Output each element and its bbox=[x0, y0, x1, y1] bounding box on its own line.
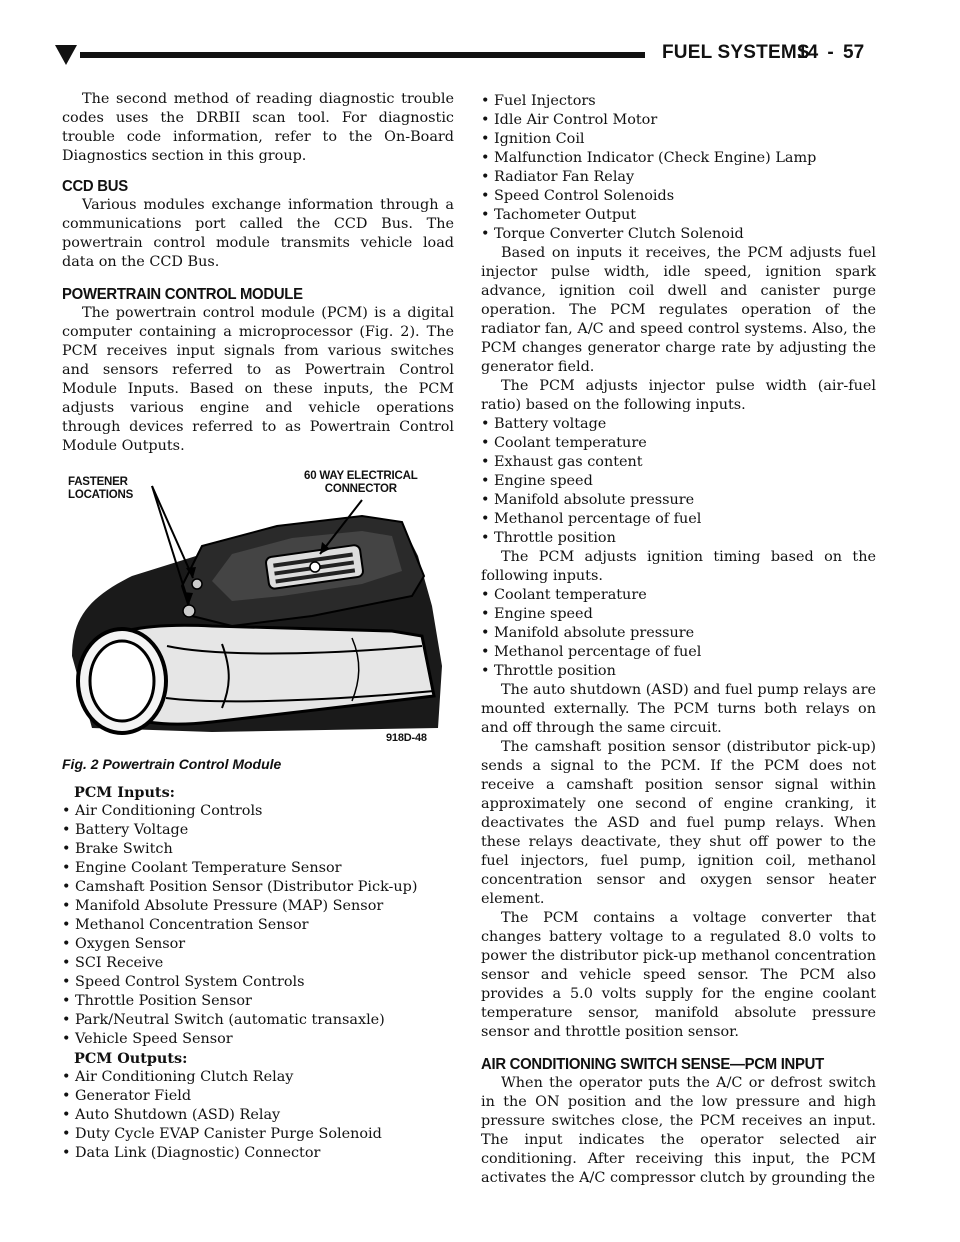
list-item: • Coolant temperature bbox=[481, 587, 647, 603]
ignition-timing-paragraph: The PCM adjusts ignition timing based on the following inputs. bbox=[481, 549, 876, 584]
pcm-illustration bbox=[62, 466, 454, 756]
pcm-outputs-list bbox=[62, 1068, 454, 1163]
list-item: • Auto Shutdown (ASD) Relay bbox=[62, 1107, 281, 1123]
list-item: • SCI Receive bbox=[62, 955, 164, 971]
intro-paragraph: The second method of reading diagnostic trouble codes uses the DRBII scan tool. For diagnostic trouble code information, refer to the On-Board Diagnostics section in this group. bbox=[62, 91, 454, 164]
camshaft-sensor-paragraph: The camshaft position sensor (distributor pick-up) sends a signal to the PCM. If the PCM does not receive a camshaft position sensor signal within approximately one second of engine cranking, it deactivates the ASD and fuel pump relays. When these relays deactivate, they shut off power to the fuel injectors, fuel pump, ignition coil, methanol concentration sensor and oxygen sensor heater element. bbox=[481, 739, 876, 907]
list-item: • Camshaft Position Sensor (Distributor Pick-up) bbox=[62, 879, 418, 895]
list-item: • Methanol percentage of fuel bbox=[481, 644, 702, 660]
ccd-bus-heading: CCD BUS bbox=[62, 178, 128, 195]
connector-label bbox=[304, 470, 418, 496]
list-item: • Duty Cycle EVAP Canister Purge Solenoid bbox=[62, 1126, 382, 1142]
list-item: • Oxygen Sensor bbox=[62, 936, 186, 952]
list-item: • Ignition Coil bbox=[481, 131, 585, 147]
list-item: • Throttle Position Sensor bbox=[62, 993, 252, 1009]
list-item: • Speed Control Solenoids bbox=[481, 188, 675, 204]
triangle-marker-icon bbox=[55, 45, 77, 65]
pcm-outputs-list-continued bbox=[481, 92, 876, 244]
page-header bbox=[0, 0, 960, 80]
ac-switch-heading: AIR CONDITIONING SWITCH SENSE—PCM INPUT bbox=[481, 1056, 824, 1073]
list-item: • Tachometer Output bbox=[481, 207, 637, 223]
connector-label-line2: CONNECTOR bbox=[324, 483, 397, 495]
page-number: 14 - 57 bbox=[797, 42, 865, 63]
list-item: • Battery voltage bbox=[481, 416, 607, 432]
fastener-locations-label bbox=[68, 476, 133, 502]
injector-paragraph: The PCM adjusts injector pulse width (air-fuel ratio) based on the following inputs. bbox=[481, 378, 876, 413]
list-item: • Methanol percentage of fuel bbox=[481, 511, 702, 527]
list-item: • Engine speed bbox=[481, 473, 593, 489]
asd-relay-paragraph: The auto shutdown (ASD) and fuel pump relays are mounted externally. The PCM turns both relays on and off through the same circuit. bbox=[481, 682, 876, 736]
injector-inputs-list bbox=[481, 415, 876, 548]
list-item: • Battery Voltage bbox=[62, 822, 189, 838]
list-item: • Coolant temperature bbox=[481, 435, 647, 451]
list-item: • Manifold absolute pressure bbox=[481, 492, 695, 508]
list-item: • Methanol Concentration Sensor bbox=[62, 917, 309, 933]
pcm-figure bbox=[62, 466, 454, 756]
figure-code: 918D-48 bbox=[386, 732, 427, 744]
pcm-heading: POWERTRAIN CONTROL MODULE bbox=[62, 286, 303, 303]
list-item: • Throttle position bbox=[481, 530, 616, 546]
list-item: • Engine speed bbox=[481, 606, 593, 622]
voltage-converter-paragraph: The PCM contains a voltage converter that changes battery voltage to a regulated 8.0 volts to power the distributor pick-up methanol concentration sensor and vehicle speed sensor. The PCM also provides a 5.0 volts supply for the engine coolant temperature sensor, manifold absolute pressure sensor and throttle position sensor. bbox=[481, 910, 876, 1040]
pcm-paragraph: The powertrain control module (PCM) is a digital computer containing a microprocessor (Fig. 2). The PCM receives input signals from various switches and sensors referred to as Powertrain Control Module Inputs. Based on these inputs, the PCM adjusts various engine and vehicle operations through devices referred to as Powertrain Control Module Outputs. bbox=[62, 305, 454, 454]
list-item: • Fuel Injectors bbox=[481, 93, 596, 109]
list-item: • Throttle position bbox=[481, 663, 616, 679]
list-item: • Manifold absolute pressure bbox=[481, 625, 695, 641]
list-item: • Idle Air Control Motor bbox=[481, 112, 658, 128]
list-item: • Park/Neutral Switch (automatic transaxle) bbox=[62, 1012, 385, 1028]
pcm-inputs-list bbox=[62, 802, 454, 1049]
fastener-label-line2: LOCATIONS bbox=[68, 489, 134, 501]
list-item: • Vehicle Speed Sensor bbox=[62, 1031, 233, 1047]
list-item: • Manifold Absolute Pressure (MAP) Sensor bbox=[62, 898, 384, 914]
ac-switch-paragraph: When the operator puts the A/C or defrost switch in the ON position and the low pressure and high pressure switches close, the PCM receives an input. The input indicates the operator selected air conditioning. After receiving this input, the PCM activates the A/C compressor clutch by grounding the bbox=[481, 1075, 876, 1186]
pcm-inputs-label: PCM Inputs: bbox=[74, 784, 175, 801]
section-title: FUEL SYSTEMS bbox=[662, 42, 810, 63]
list-item: • Generator Field bbox=[62, 1088, 192, 1104]
list-item: • Engine Coolant Temperature Sensor bbox=[62, 860, 342, 876]
list-item: • Speed Control System Controls bbox=[62, 974, 305, 990]
left-column bbox=[62, 90, 454, 1163]
list-item: • Radiator Fan Relay bbox=[481, 169, 635, 185]
list-item: • Air Conditioning Clutch Relay bbox=[62, 1069, 294, 1085]
pcm-outputs-label: PCM Outputs: bbox=[74, 1050, 188, 1067]
ignition-inputs-list bbox=[481, 586, 876, 681]
list-item: • Air Conditioning Controls bbox=[62, 803, 263, 819]
figure-caption: Fig. 2 Powertrain Control Module bbox=[62, 756, 282, 772]
list-item: • Torque Converter Clutch Solenoid bbox=[481, 226, 744, 242]
list-item: • Malfunction Indicator (Check Engine) Lamp bbox=[481, 150, 817, 166]
list-item: • Brake Switch bbox=[62, 841, 173, 857]
fastener-label-line1: FASTENER bbox=[68, 476, 128, 488]
list-item: • Exhaust gas content bbox=[481, 454, 643, 470]
ccd-bus-paragraph: Various modules exchange information through a communications port called the CCD Bus. The powertrain control module transmits vehicle load data on the CCD Bus. bbox=[62, 197, 454, 270]
right-column bbox=[481, 92, 876, 1188]
header-rule bbox=[80, 52, 645, 58]
list-item: • Data Link (Diagnostic) Connector bbox=[62, 1145, 321, 1161]
pcm-adjusts-paragraph: Based on inputs it receives, the PCM adjusts fuel injector pulse width, idle speed, ignition spark advance, ignition coil dwell and canister purge operation. The PCM regulates operation of the radiator fan, A/C and speed control systems. Also, the PCM changes generator charge rate by adjusting the generator field. bbox=[481, 245, 876, 375]
connector-label-line1: 60 WAY ELECTRICAL bbox=[304, 470, 418, 482]
